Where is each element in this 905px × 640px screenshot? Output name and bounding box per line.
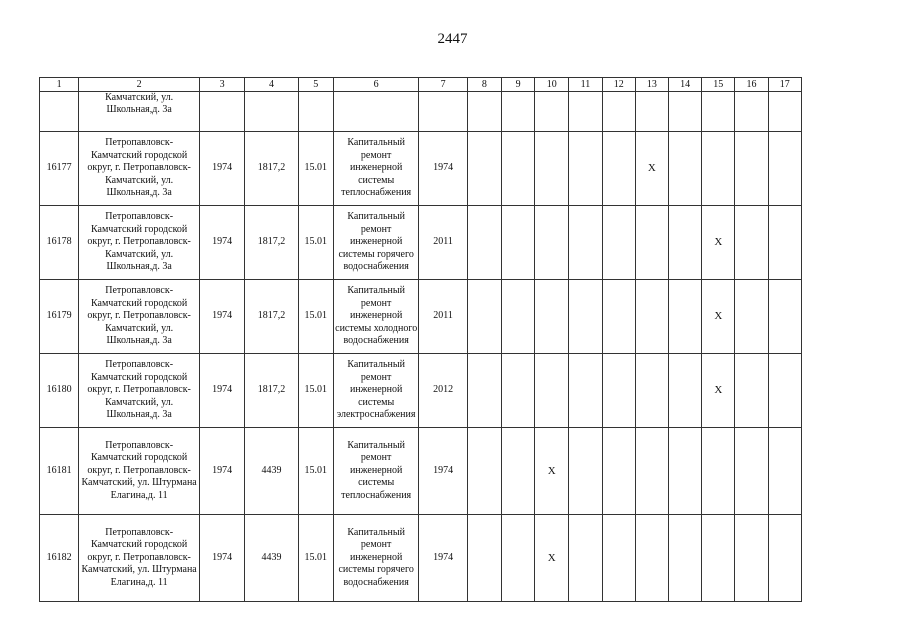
cell-id: 16177 <box>40 132 79 206</box>
cell-work: Капитальный ремонт инженерной системы горячего водоснабжения <box>333 206 419 280</box>
cell-empty <box>768 92 801 132</box>
cell-empty <box>501 92 534 132</box>
cell-empty <box>602 354 635 428</box>
cell-empty <box>467 280 501 354</box>
continuation-row <box>40 92 802 132</box>
cell-empty <box>735 92 768 132</box>
cell-id: 16181 <box>40 428 79 515</box>
cell-empty <box>501 428 534 515</box>
cell-empty <box>569 132 602 206</box>
cell-empty <box>40 92 79 132</box>
cell-empty <box>602 92 635 132</box>
cell-empty <box>635 428 668 515</box>
cell-empty <box>669 92 702 132</box>
cell-empty <box>702 515 735 602</box>
cell-area: 4439 <box>245 515 298 602</box>
cell-empty <box>602 428 635 515</box>
cell-area: 1817,2 <box>245 206 298 280</box>
column-number-row <box>40 78 802 92</box>
cell-empty <box>419 92 467 132</box>
cell-code: 15.01 <box>298 354 333 428</box>
cell-id: 16182 <box>40 515 79 602</box>
cell-empty <box>298 92 333 132</box>
column-number: 17 <box>768 78 801 92</box>
cell-empty <box>635 515 668 602</box>
cell-code: 15.01 <box>298 132 333 206</box>
cell-empty <box>735 354 768 428</box>
cell-empty <box>602 206 635 280</box>
cell-year2: 1974 <box>419 428 467 515</box>
cell-empty <box>569 92 602 132</box>
cell-empty <box>669 280 702 354</box>
column-number: 15 <box>702 78 735 92</box>
cell-empty <box>669 515 702 602</box>
cell-empty <box>569 428 602 515</box>
cell-area: 1817,2 <box>245 354 298 428</box>
cell-id: 16180 <box>40 354 79 428</box>
cell-empty <box>735 280 768 354</box>
cell-year2: 2012 <box>419 354 467 428</box>
cell-empty <box>635 280 668 354</box>
column-number: 3 <box>200 78 245 92</box>
cell-empty <box>245 92 298 132</box>
column-number: 4 <box>245 78 298 92</box>
cell-year: 1974 <box>200 515 245 602</box>
cell-year: 1974 <box>200 428 245 515</box>
cell-code: 15.01 <box>298 428 333 515</box>
cell-empty <box>467 354 501 428</box>
cell-mark: X <box>702 206 735 280</box>
cell-empty <box>735 132 768 206</box>
cell-mark: X <box>535 515 569 602</box>
cell-empty <box>501 515 534 602</box>
cell-empty <box>467 428 501 515</box>
cell-year2: 2011 <box>419 206 467 280</box>
cell-year2: 1974 <box>419 515 467 602</box>
cell-empty <box>635 206 668 280</box>
cell-empty <box>535 132 569 206</box>
cell-empty <box>735 428 768 515</box>
cell-empty <box>501 354 534 428</box>
table-row <box>40 354 802 428</box>
cell-empty <box>669 354 702 428</box>
cell-address: Камчатский, ул. Школьная,д. 3а <box>79 92 200 132</box>
cell-year: 1974 <box>200 206 245 280</box>
cell-empty <box>702 428 735 515</box>
column-number: 6 <box>333 78 419 92</box>
cell-code: 15.01 <box>298 206 333 280</box>
cell-empty <box>569 354 602 428</box>
cell-empty <box>702 132 735 206</box>
cell-code: 15.01 <box>298 280 333 354</box>
table-row <box>40 428 802 515</box>
cell-empty <box>735 206 768 280</box>
cell-empty <box>635 92 668 132</box>
cell-address: Петропавловск-Камчатский городской округ, г. Петропавловск-Камчатский, ул. Штурмана Елагина,д. 11 <box>79 428 200 515</box>
cell-year: 1974 <box>200 354 245 428</box>
cell-id: 16178 <box>40 206 79 280</box>
column-number: 16 <box>735 78 768 92</box>
table-row <box>40 515 802 602</box>
cell-address: Петропавловск-Камчатский городской округ, г. Петропавловск-Камчатский, ул. Школьная,д. 3а <box>79 132 200 206</box>
column-number: 7 <box>419 78 467 92</box>
page-number: 2447 <box>437 31 468 47</box>
cell-empty <box>768 280 801 354</box>
column-number: 1 <box>40 78 79 92</box>
cell-empty <box>768 354 801 428</box>
cell-address: Петропавловск-Камчатский городской округ, г. Петропавловск-Камчатский, ул. Школьная,д. 3а <box>79 354 200 428</box>
cell-mark: X <box>702 354 735 428</box>
cell-year2: 1974 <box>419 132 467 206</box>
cell-empty <box>535 354 569 428</box>
cell-mark: X <box>702 280 735 354</box>
column-number: 2 <box>79 78 200 92</box>
cell-empty <box>467 92 501 132</box>
cell-area: 1817,2 <box>245 132 298 206</box>
cell-empty <box>602 280 635 354</box>
cell-empty <box>635 354 668 428</box>
cell-empty <box>768 428 801 515</box>
cell-empty <box>569 206 602 280</box>
cell-empty <box>467 515 501 602</box>
cell-empty <box>669 132 702 206</box>
column-number: 14 <box>669 78 702 92</box>
cell-year: 1974 <box>200 280 245 354</box>
cell-address: Петропавловск-Камчатский городской округ, г. Петропавловск-Камчатский, ул. Школьная,д. 3а <box>79 206 200 280</box>
cell-empty <box>768 515 801 602</box>
cell-empty <box>535 280 569 354</box>
cell-code: 15.01 <box>298 515 333 602</box>
cell-empty <box>768 206 801 280</box>
cell-empty <box>333 92 419 132</box>
cell-address: Петропавловск-Камчатский городской округ, г. Петропавловск-Камчатский, ул. Штурмана Елагина,д. 11 <box>79 515 200 602</box>
cell-empty <box>535 206 569 280</box>
cell-area: 4439 <box>245 428 298 515</box>
cell-empty <box>569 280 602 354</box>
column-number: 5 <box>298 78 333 92</box>
table-row <box>40 132 802 206</box>
cell-id: 16179 <box>40 280 79 354</box>
cell-empty <box>200 92 245 132</box>
column-number: 11 <box>569 78 602 92</box>
cell-work: Капитальный ремонт инженерной системы горячего водоснабжения <box>333 515 419 602</box>
cell-year2: 2011 <box>419 280 467 354</box>
cell-empty <box>535 92 569 132</box>
cell-empty <box>467 132 501 206</box>
cell-work: Капитальный ремонт инженерной системы электроснабжения <box>333 354 419 428</box>
cell-mark: X <box>635 132 668 206</box>
cell-empty <box>702 92 735 132</box>
table-row <box>40 206 802 280</box>
cell-year: 1974 <box>200 132 245 206</box>
cell-empty <box>501 132 534 206</box>
cell-empty <box>569 515 602 602</box>
capital-repair-table <box>39 77 802 602</box>
column-number: 9 <box>501 78 534 92</box>
cell-empty <box>501 280 534 354</box>
cell-empty <box>602 132 635 206</box>
cell-work: Капитальный ремонт инженерной системы теплоснабжения <box>333 428 419 515</box>
column-number: 12 <box>602 78 635 92</box>
cell-empty <box>669 428 702 515</box>
column-number: 10 <box>535 78 569 92</box>
cell-empty <box>501 206 534 280</box>
cell-area: 1817,2 <box>245 280 298 354</box>
cell-empty <box>735 515 768 602</box>
column-number: 13 <box>635 78 668 92</box>
cell-empty <box>602 515 635 602</box>
column-number: 8 <box>467 78 501 92</box>
cell-empty <box>467 206 501 280</box>
cell-mark: X <box>535 428 569 515</box>
table-row <box>40 280 802 354</box>
cell-work: Капитальный ремонт инженерной системы холодного водоснабжения <box>333 280 419 354</box>
cell-empty <box>669 206 702 280</box>
cell-work: Капитальный ремонт инженерной системы теплоснабжения <box>333 132 419 206</box>
cell-address: Петропавловск-Камчатский городской округ, г. Петропавловск-Камчатский, ул. Школьная,д. 3а <box>79 280 200 354</box>
cell-empty <box>768 132 801 206</box>
